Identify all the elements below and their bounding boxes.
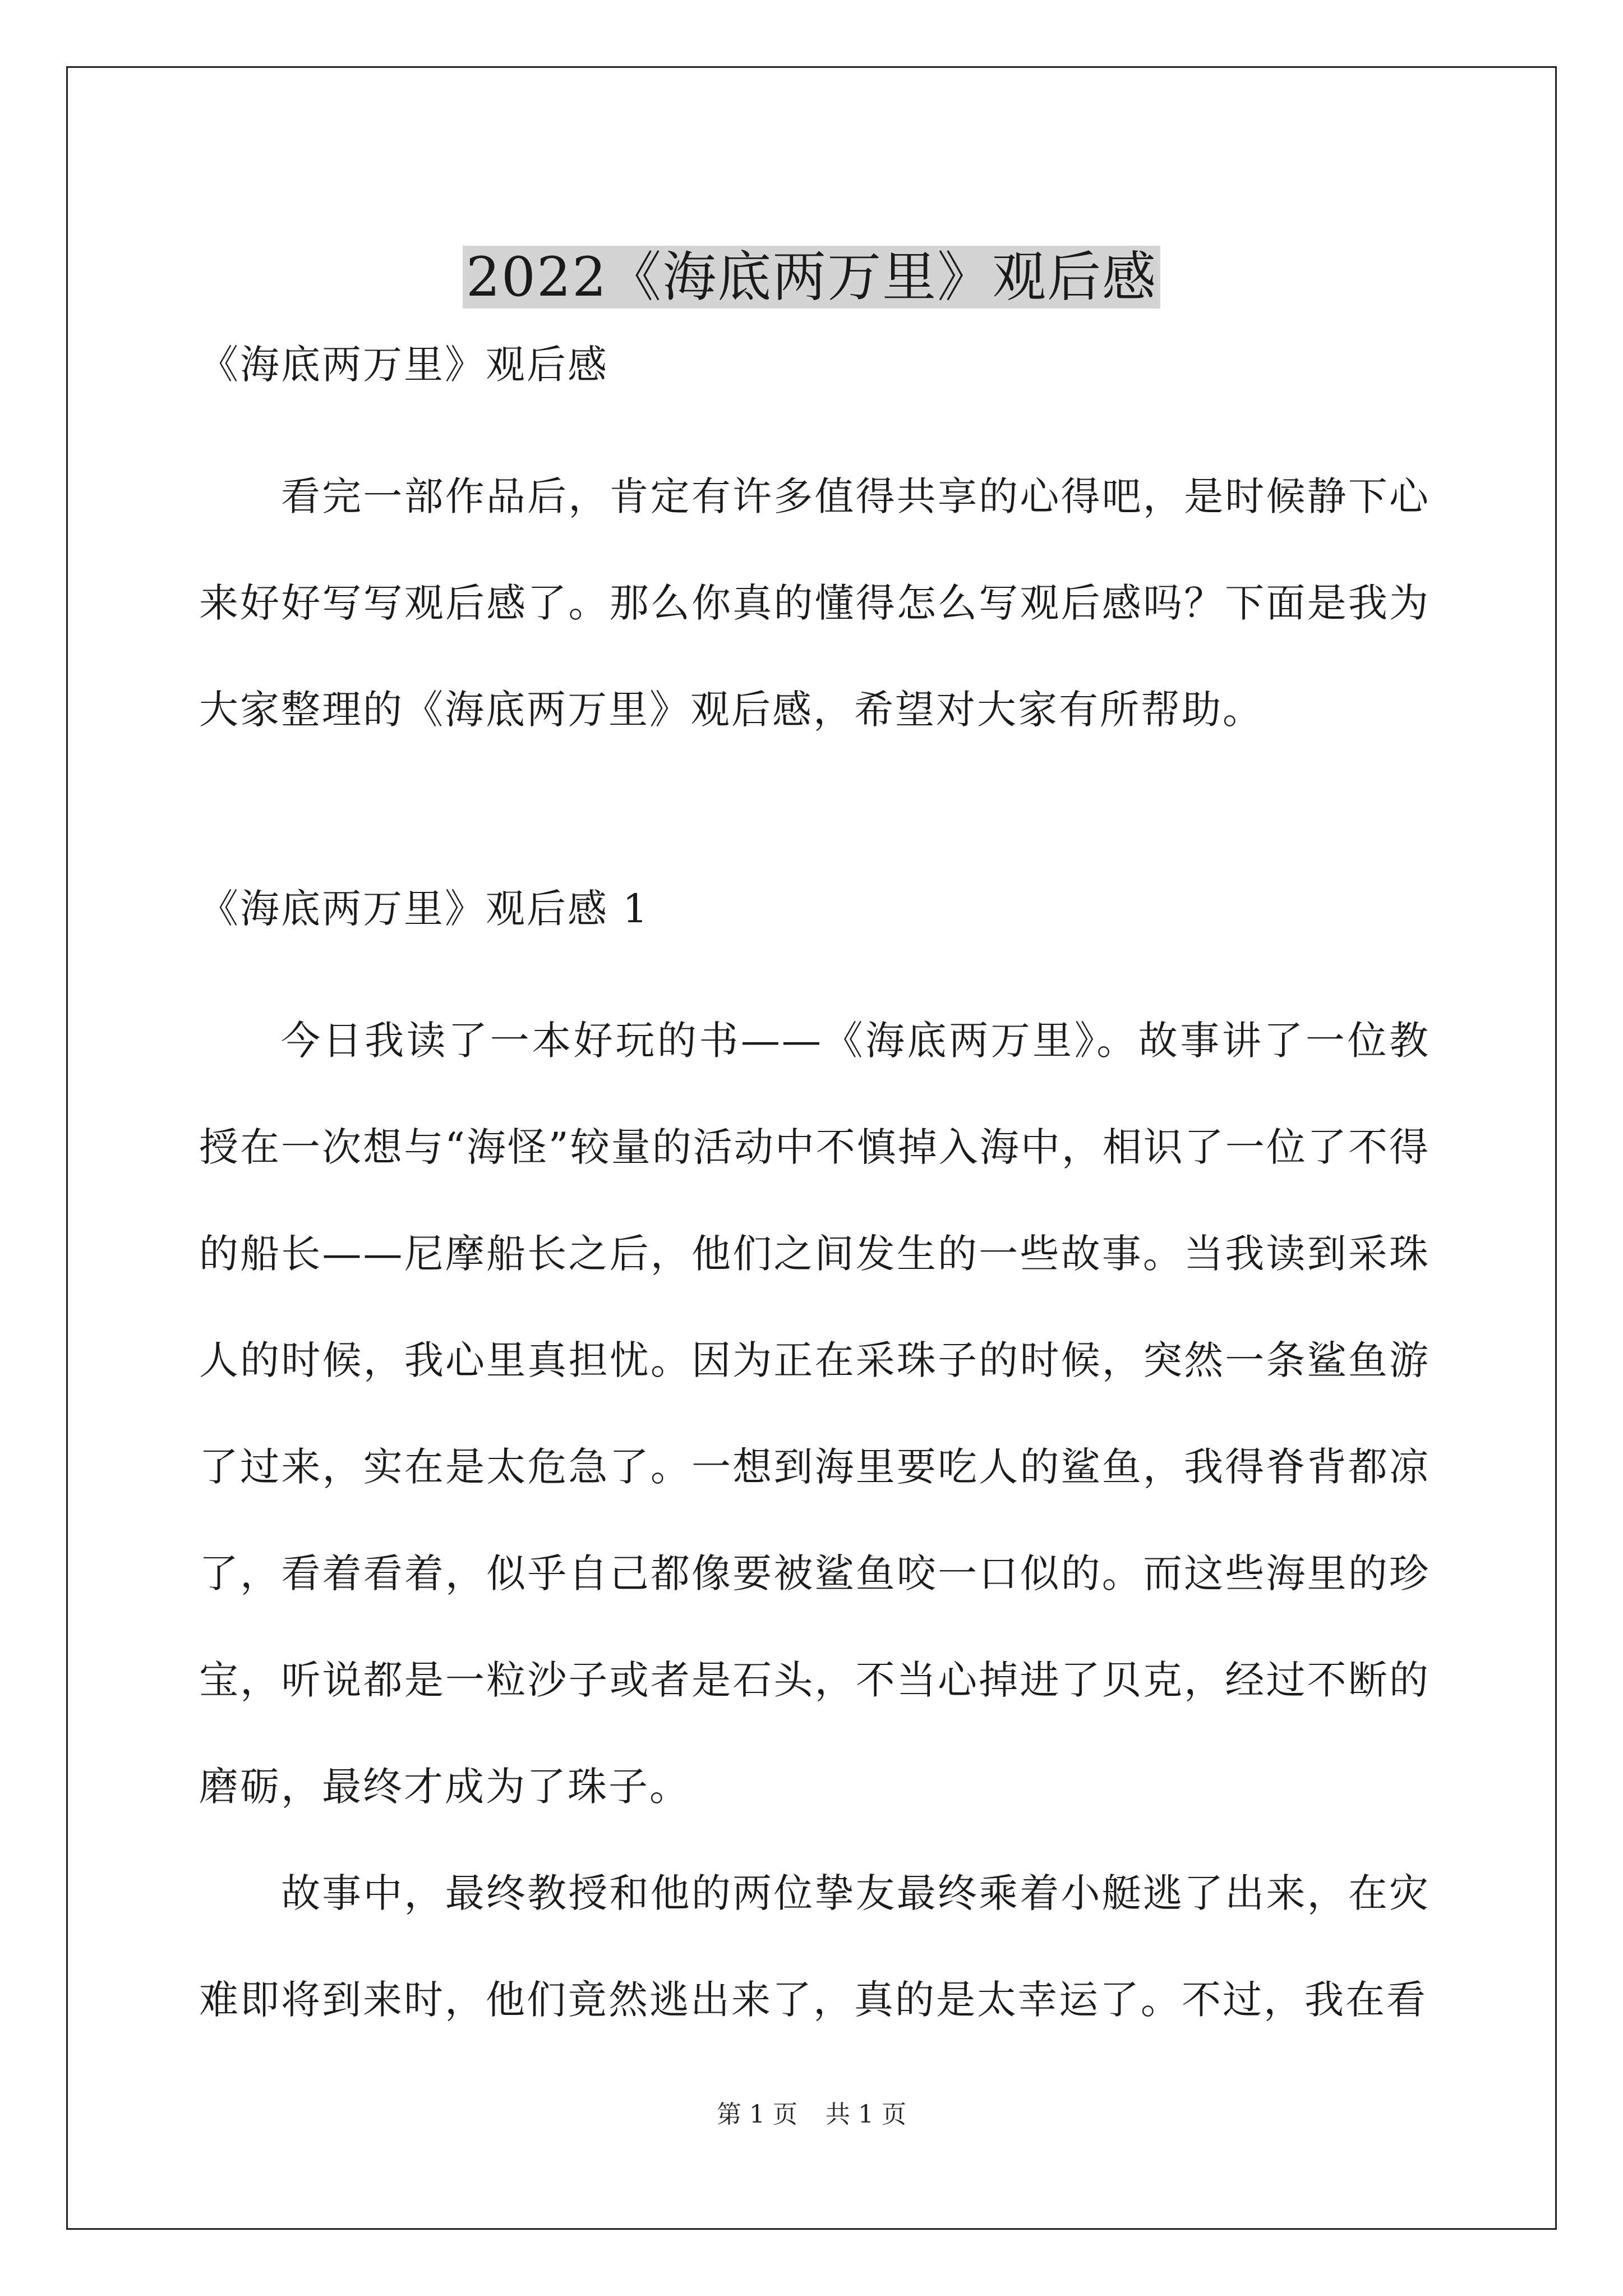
intro-block xyxy=(199,443,1430,763)
intro-paragraph: 看完一部作品后，肯定有许多值得共享的心得吧，是时候静下心来好好写写观后感了。那么你真的懂得怎么写观后感吗？下面是我为大家整理的《海底两万里》观后感，希望对大家有所帮助。 xyxy=(199,473,1430,733)
document-title-text: 2022《海底两万里》观后感 xyxy=(463,246,1160,309)
page-total: 共 1 页 xyxy=(826,2100,906,2129)
section-heading-block xyxy=(199,881,1430,937)
body-block xyxy=(199,987,1430,2053)
section-heading: 《海底两万里》观后感 1 xyxy=(199,886,649,932)
page-number: 第 1 页 xyxy=(717,2100,797,2129)
document-title xyxy=(0,238,1623,316)
body-paragraph: 今日我读了一本好玩的书——《海底两万里》。故事讲了一位教授在一次想与“海怪”较量的活动中不慎掉入海中，相识了一位了不得的船长——尼摩船长之后，他们之间发生的一些故事。当我读到采珠人的时候，我心里真担忧。因为正在采珠子的时候，突然一条鲨鱼游了过来，实在是太危急了。一想到海里要吃人的鲨鱼，我得脊背都凉了，看着看着，似乎自己都像要被鲨鱼咬一口似的。而这些海里的珍宝，听说都是一粒沙子或者是石头，不当心掉进了贝克，经过不断的磨砺，最终才成为了珠子。 xyxy=(199,1018,1430,1810)
body-paragraph: 故事中，最终教授和他的两位挚友最终乘着小艇逃了出来，在灾难即将到来时，他们竟然逃出来了，真的是太幸运了。不过，我在看 xyxy=(199,1870,1430,2023)
subtitle-block xyxy=(199,337,1430,393)
document-subtitle: 《海底两万里》观后感 xyxy=(199,342,608,388)
page-footer xyxy=(0,2098,1623,2132)
